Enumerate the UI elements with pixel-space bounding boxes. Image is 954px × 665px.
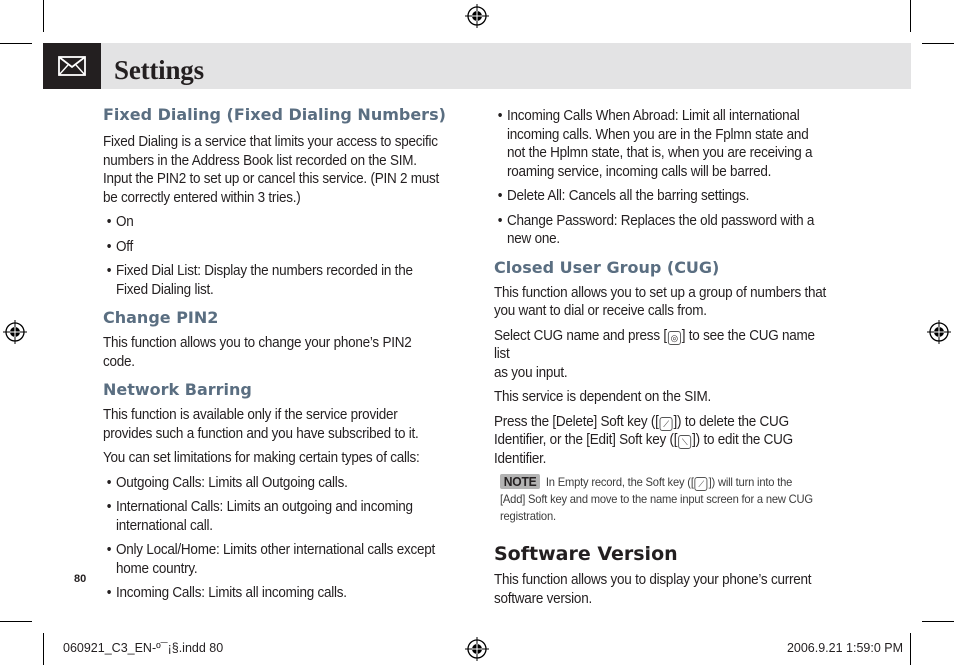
ok-key-icon: ◎ <box>668 331 681 345</box>
list-item: • International Calls: Limits an outgoing and incoming <box>103 498 442 517</box>
software-version-text: This function allows you to display your phone’s current <box>494 572 812 588</box>
fixed-dialing-text: Fixed Dialing is a service that limits your access to specific <box>103 134 438 150</box>
cug-text-part: Select CUG name and press [ <box>494 327 667 344</box>
note-text: In Empty record, the Soft key ([ <box>545 475 694 489</box>
list-item-continuation: new one. <box>507 231 560 247</box>
cug-text-part: Press the [Delete] Soft key ([ <box>494 413 659 430</box>
envelope-icon <box>43 43 101 89</box>
list-item-continuation: Fixed Dialing list. <box>116 281 214 298</box>
fixed-dialing-text: be correctly entered within 3 tries.) <box>103 189 301 206</box>
cug-text: Identifier. <box>494 450 547 467</box>
print-timestamp: 2006.9.21 1:59:0 PM <box>786 641 903 655</box>
crop-mark <box>43 633 44 665</box>
cug-text: as you input. <box>494 364 568 381</box>
list-item: • Outgoing Calls: Limits all Outgoing calls. <box>103 474 442 493</box>
right-column <box>494 107 859 608</box>
fixed-dialing-text: Input the PIN2 to set up or cancel this service. (PIN 2 must <box>103 171 440 187</box>
fixed-dialing-heading: Fixed Dialing (Fixed Dialing Numbers) <box>103 105 446 124</box>
change-pin2-text: This function allows you to change your phone’s PIN2 code. <box>103 335 412 370</box>
page-number: 80 <box>74 573 87 585</box>
registration-mark-icon <box>465 4 489 28</box>
header-icon-box <box>43 43 101 89</box>
left-soft-key-icon: ⟋ <box>695 477 708 491</box>
list-item: • Incoming Calls: Limits all incoming calls. <box>103 584 442 603</box>
registration-mark-icon <box>465 637 489 661</box>
note-badge: NOTE <box>500 474 540 489</box>
software-version-heading: Software Version <box>494 543 678 565</box>
list-item-continuation: not the Hplmn state, that is, when you are receiving a <box>507 145 813 161</box>
cug-text: you want to dial or receive calls from. <box>494 303 707 319</box>
registration-mark-icon <box>3 320 27 344</box>
list-item-continuation: incoming calls. When you are in the Fplmn state and <box>507 126 809 143</box>
registration-mark-icon <box>927 320 951 344</box>
change-pin2-heading: Change PIN2 <box>103 308 219 327</box>
cug-text-part: Identifier, or the [Edit] Soft key ([ <box>494 432 678 448</box>
left-soft-key-icon: ⟋ <box>660 417 673 431</box>
cug-text: This function allows you to set up a group of numbers that <box>494 284 827 301</box>
network-barring-text: You can set limitations for making certain types of calls: <box>103 450 420 466</box>
crop-mark <box>910 633 911 665</box>
network-barring-text: provides such a function and you have subscribed to it. <box>103 425 419 442</box>
note-text: ]) will turn into the <box>708 475 793 489</box>
cug-text: This service is dependent on the SIM. <box>494 389 712 405</box>
cug-text <box>494 431 833 450</box>
cug-text-part: ]) to edit the CUG <box>692 432 793 448</box>
note-line: registration. <box>500 508 556 523</box>
network-barring-text: This function is available only if the service provider <box>103 407 398 423</box>
cug-text-part: ] to see the CUG name list <box>494 327 815 362</box>
list-item: • Only Local/Home: Limits other international calls except <box>103 541 442 560</box>
crop-mark <box>0 621 32 622</box>
list-item: • Fixed Dial List: Display the numbers recorded in the <box>103 262 442 281</box>
crop-mark <box>0 43 32 44</box>
file-slug: 060921_C3_EN-º¯¡§.indd 80 <box>63 641 224 655</box>
list-item-continuation: international call. <box>116 517 213 534</box>
crop-mark <box>922 621 954 622</box>
software-version-text: software version. <box>494 590 592 607</box>
list-item-continuation: roaming service, incoming calls will be barred. <box>507 163 772 180</box>
cug-heading: Closed User Group (CUG) <box>494 257 720 277</box>
left-column <box>103 105 468 603</box>
page-title: Settings <box>114 55 204 85</box>
network-barring-heading: Network Barring <box>103 380 252 399</box>
cug-text-part: ]) to delete the CUG <box>673 413 789 430</box>
list-item: • Off <box>103 238 442 257</box>
fixed-dialing-text: numbers in the Address Book list recorded on the SIM. <box>103 152 417 169</box>
crop-mark <box>910 0 911 32</box>
cug-text <box>494 327 833 364</box>
crop-mark <box>43 0 44 32</box>
right-soft-key-icon: ⟍ <box>678 435 691 449</box>
note-line: [Add] Soft key and move to the name input screen for a new CUG <box>500 492 813 506</box>
list-item: • Incoming Calls When Abroad: Limit all international <box>494 107 833 126</box>
note-line <box>500 474 834 491</box>
list-item-continuation: home country. <box>116 560 198 577</box>
list-item: • On <box>103 213 442 232</box>
list-item: • Delete All: Cancels all the barring settings. <box>494 187 833 206</box>
list-item: • Change Password: Replaces the old password with a <box>494 212 833 231</box>
crop-mark <box>922 43 954 44</box>
cug-text <box>494 413 833 432</box>
